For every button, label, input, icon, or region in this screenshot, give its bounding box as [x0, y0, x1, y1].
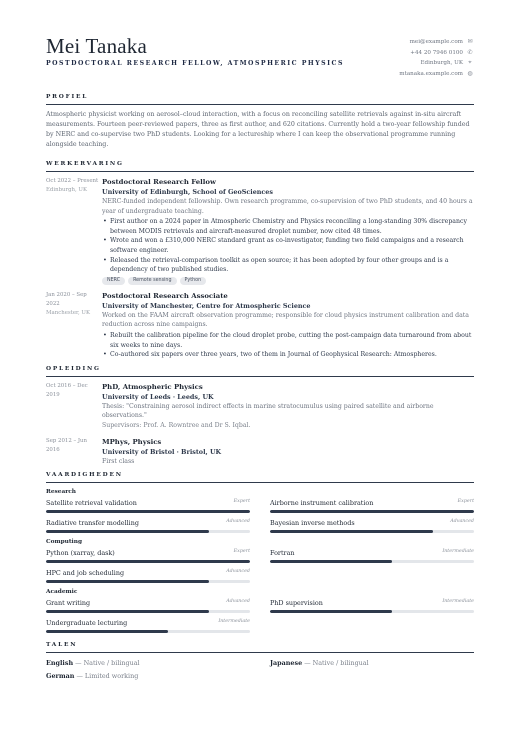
experience-bullet: • Co-authored six papers over three years, two of them in Journal of Geophysical Research: Atmospheres. — [102, 350, 474, 360]
skill-bar-fill — [46, 610, 209, 613]
experience-section — [46, 161, 474, 360]
skill-name: Fortran — [270, 549, 295, 558]
education-institution: University of Leeds · Leeds, UK — [102, 392, 214, 401]
skill-level: Expert — [457, 499, 474, 505]
skill-item — [270, 518, 474, 536]
skill-level: Intermediate — [218, 619, 250, 625]
experience-org: University of Manchester, Centre for Atmospheric Science — [102, 301, 311, 310]
education-meta — [46, 437, 102, 467]
skill-bar-fill — [270, 610, 392, 613]
language-name: German — [46, 672, 75, 681]
skill-bar-fill — [46, 530, 209, 533]
education-dates: Sep 2012 – Jun 2016 — [46, 437, 87, 453]
skill-name: Grant writing — [46, 599, 91, 608]
skill-group-title: Computing — [46, 539, 83, 546]
education-heading: OPLEIDING — [46, 366, 474, 377]
skill-tag: Remote sensing — [128, 277, 176, 285]
skill-grid — [46, 498, 474, 536]
skill-bar-fill — [46, 630, 168, 633]
contact-phone[interactable] — [399, 48, 474, 59]
experience-bullet: • Released the retrieval-comparison toolkit as open source; it has been adopted by four other groups and is a dependency of two published studies. — [102, 256, 474, 275]
candidate-name: Mei Tanaka — [46, 34, 148, 58]
experience-meta — [46, 291, 102, 360]
experience-meta — [46, 177, 102, 285]
education-supervisors: Supervisors: Prof. A. Rowntree and Dr S. Iqbal. — [102, 421, 251, 429]
phone-icon: ✆ — [467, 48, 473, 56]
contact-website[interactable] — [399, 69, 474, 80]
skill-bar — [270, 530, 474, 533]
experience-org: University of Edinburgh, School of GeoSciences — [102, 188, 273, 196]
skill-level: Advanced — [226, 599, 250, 605]
skill-name: Satellite retrieval validation — [46, 499, 137, 508]
education-institution: University of Bristol · Bristol, UK — [102, 447, 222, 456]
skill-name: Python (xarray, dask) — [46, 549, 115, 558]
skill-grid — [46, 598, 474, 636]
contact-location — [399, 58, 474, 69]
education-degree: PhD, Atmospheric Physics — [102, 382, 203, 391]
experience-entry — [46, 291, 474, 360]
profile-heading: PROFIEL — [46, 94, 474, 105]
skill-group-title: Academic — [46, 589, 78, 596]
globe-icon: ◍ — [467, 69, 473, 77]
skill-bar-fill — [270, 560, 392, 563]
experience-role: Postdoctoral Research Associate — [102, 291, 228, 300]
languages-grid — [46, 658, 474, 682]
skill-level: Expert — [233, 549, 250, 555]
language-name: Japanese — [270, 659, 303, 668]
skill-name: Undergraduate lecturing — [46, 619, 128, 628]
skill-bar — [270, 610, 474, 613]
education-degree: MPhys, Physics — [102, 437, 162, 446]
mail-icon: ✉ — [467, 38, 473, 45]
skill-bar — [46, 630, 250, 633]
location-icon: ⌖ — [468, 59, 472, 66]
skill-level: Advanced — [450, 519, 474, 525]
skill-item — [46, 498, 250, 516]
experience-dates: Oct 2022 – Present — [46, 178, 99, 184]
experience-entry — [46, 177, 474, 285]
experience-bullet: • First author on a 2024 paper in Atmospheric Chemistry and Physics reconciling a long-standing 30% discrepancy between MODIS retrievals and aircraft-measured droplet number, now cited 48 times. — [102, 217, 474, 236]
skill-bar-fill — [46, 510, 250, 513]
experience-bullets — [102, 331, 474, 360]
experience-tags — [102, 277, 474, 285]
skills-section — [46, 472, 474, 636]
skill-tag: NERC — [102, 277, 125, 285]
education-section — [46, 366, 474, 466]
experience-location: Edinburgh, UK — [46, 187, 88, 193]
skill-name: HPC and job scheduling — [46, 569, 125, 578]
resume-header — [46, 34, 474, 94]
language-item: German — Limited working — [46, 672, 139, 681]
language-item: English — Native / bilingual — [46, 659, 140, 668]
skill-level: Advanced — [226, 569, 250, 575]
skill-grid — [46, 548, 474, 586]
experience-description: NERC-funded independent fellowship. Own research programme, co-supervision of two PhD students, and 40 hours a year of undergraduate teaching. — [102, 198, 473, 215]
education-thesis: Thesis: "Constraining aerosol indirect effects in marine stratocumulus using paired satellite and airborne observations." — [102, 402, 434, 420]
skill-bar — [46, 610, 250, 613]
skill-item — [46, 518, 250, 536]
skill-name: Airborne instrument calibration — [270, 499, 374, 508]
experience-bullets — [102, 217, 474, 275]
skill-item — [270, 498, 474, 516]
skill-bar-fill — [46, 580, 209, 583]
experience-description: Worked on the FAAM aircraft observation programme; responsible for cloud physics instrument calibration and data reduction across nine campaigns. — [102, 311, 469, 329]
skill-bar — [46, 530, 250, 533]
skill-item — [46, 568, 250, 586]
skill-item — [46, 548, 250, 566]
language-level: Limited working — [84, 672, 139, 681]
education-entry — [46, 382, 474, 431]
skill-bar — [46, 560, 250, 563]
skill-level: Expert — [233, 499, 250, 505]
contact-website-text[interactable]: mtanaka.example.com — [399, 70, 463, 77]
contact-block — [399, 37, 474, 79]
skill-tag: Python — [180, 277, 207, 285]
contact-email[interactable] — [399, 37, 474, 48]
skill-bar-fill — [270, 510, 474, 513]
languages-heading: TALEN — [46, 642, 474, 653]
experience-location: Manchester, UK — [46, 309, 90, 316]
experience-heading: WERKERVARING — [46, 161, 474, 172]
skill-bar — [270, 560, 474, 563]
profile-section — [46, 94, 474, 150]
education-honours: First class — [102, 457, 135, 465]
profile-summary: Atmospheric physicist working on aerosol–cloud interaction, with a focus on reconciling satellite retrievals against in-situ aircraft measurements. Fourteen peer-reviewed papers, three as first author, and 620 citations. Currently hold a two-year fellowship funded by NERC and co-supervise two PhD students. Looking for a lectureship where I can keep the observational programme running alongside teaching. — [46, 111, 470, 148]
education-meta — [46, 382, 102, 431]
experience-details — [102, 177, 474, 285]
skill-item — [270, 598, 474, 616]
experience-role: Postdoctoral Research Fellow — [102, 178, 216, 186]
language-item: Japanese — Native / bilingual — [270, 659, 369, 668]
skill-level: Intermediate — [442, 599, 474, 605]
skill-name: Bayesian inverse methods — [270, 519, 355, 528]
education-dates: Oct 2016 – Dec 2019 — [46, 382, 88, 398]
language-level: Native / bilingual — [312, 659, 369, 668]
contact-phone-text[interactable]: +44 20 7946 0100 — [410, 49, 463, 56]
language-name: English — [46, 659, 74, 668]
skill-level: Intermediate — [442, 549, 474, 555]
candidate-title: POSTDOCTORAL RESEARCH FELLOW, ATMOSPHERIC PHYSICS — [46, 60, 344, 67]
experience-bullet: • Wrote and won a £310,000 NERC standard grant as co-investigator, funding two field campaigns and a research software engineer. — [102, 236, 474, 255]
education-details — [102, 437, 474, 467]
resume-page — [46, 34, 474, 682]
experience-bullet: • Rebuilt the calibration pipeline for the cloud droplet probe, cutting the post-campaign data turnaround from about six weeks to nine days. — [102, 331, 474, 350]
skill-bar — [46, 510, 250, 513]
experience-details — [102, 291, 474, 360]
languages-section — [46, 642, 474, 682]
contact-email-text[interactable]: mei@example.com — [409, 39, 463, 45]
skill-name: Radiative transfer modelling — [46, 519, 139, 528]
education-entry — [46, 437, 474, 467]
skill-bar — [270, 510, 474, 513]
skill-bar-fill — [270, 530, 433, 533]
experience-dates: Jan 2020 – Sep 2022 — [46, 291, 87, 307]
skill-name: PhD supervision — [270, 599, 323, 608]
skill-item — [270, 548, 474, 566]
language-level: Native / bilingual — [83, 659, 140, 668]
skill-group-title: Research — [46, 489, 77, 496]
education-details — [102, 382, 474, 431]
skill-level: Advanced — [226, 519, 250, 525]
skills-heading: VAARDIGHEDEN — [46, 472, 474, 483]
contact-location-text: Edinburgh, UK — [420, 60, 463, 66]
skill-bar — [46, 580, 250, 583]
skill-bar-fill — [46, 560, 250, 563]
skill-item — [46, 618, 250, 636]
skill-item — [46, 598, 250, 616]
